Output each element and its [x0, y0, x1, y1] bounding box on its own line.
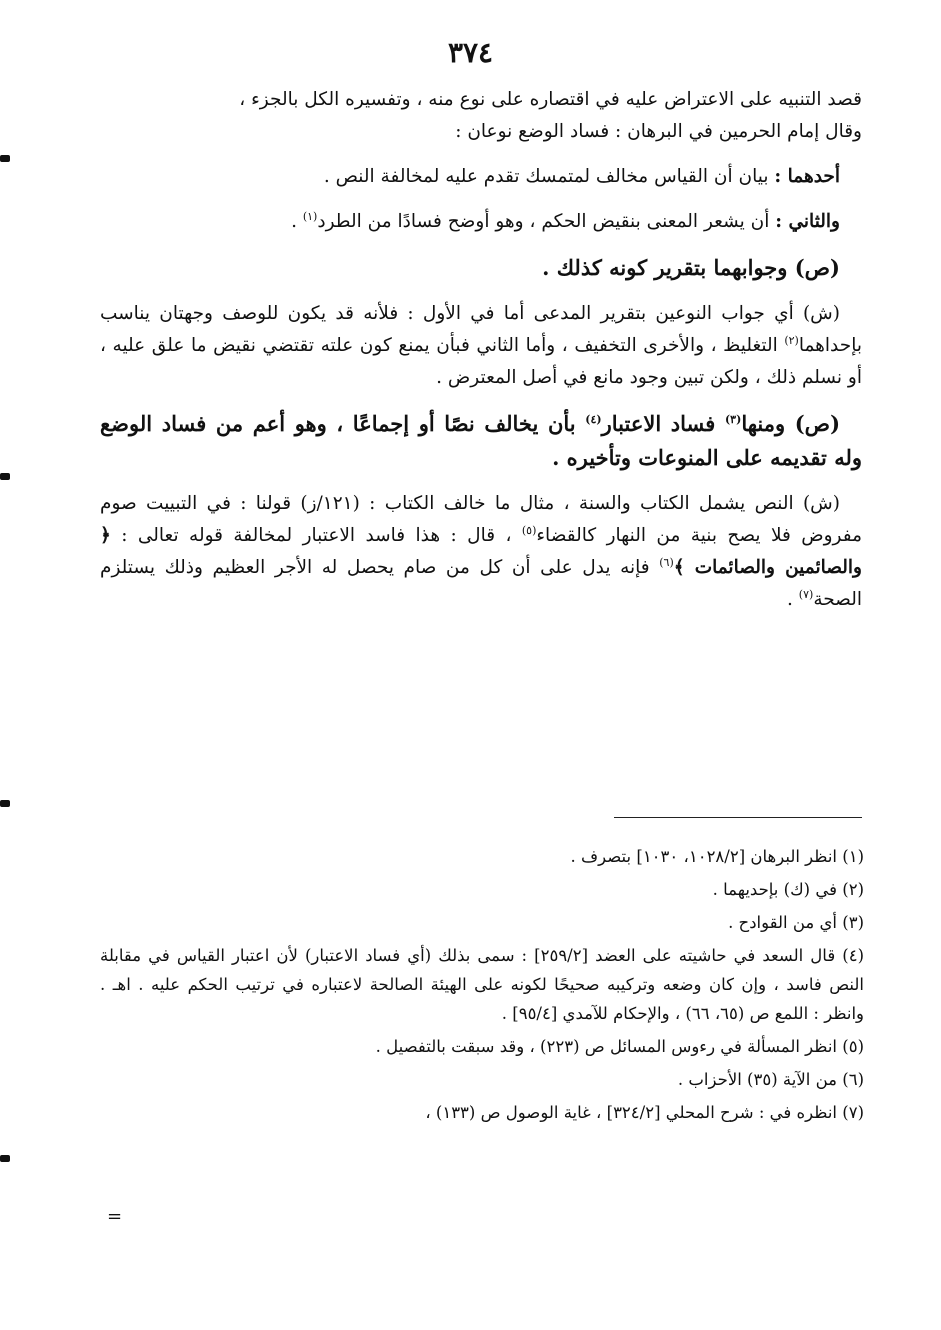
binding-mark: [0, 473, 10, 480]
sharh-paragraph: (ش) أي جواب النوعين بتقرير المدعى أما في الأول : فلأنه قد يكون للوصف وجهتان يناسب بإحداهما$^{(٢)}$ التغليظ ، والأخرى التخفيف ، وأما الثاني فبأن يمنع كون علته تقتضي نقيض ما علق عليه ، أو نسلم ذلك ، ولكن تبين وجود مانع في أصل المعترض .: [100, 303, 862, 388]
footnote: (٤) قال السعد في حاشيته على العضد [٢٥٩/٢] : سمى بذلك (أي فساد الاعتبار) لأن اعتبار القياس في مقابلة النص فاسد ، وإن كان وضعه وتركيبه صحيحًا لكونه على الهيئة الصالحة لاعتباره في ترتيب الحكم عليه . اهـ . وانظر : اللمع ص (٦٥، ٦٦) ، والإحكام للآمدي [٩٥/٤] .: [100, 946, 864, 1023]
binding-mark: [0, 155, 10, 162]
first-type: [100, 161, 862, 193]
footnote-ref: (٢): [784, 333, 799, 347]
footnote-ref: (٣): [724, 413, 742, 426]
first-type-text: بيان أن القياس مخالف لمتمسك تقدم عليه لمخالفة النص .: [323, 166, 775, 187]
footnotes: [100, 842, 864, 1131]
footnote: (٣) أي من القوادح .: [728, 913, 864, 932]
footnote: (٢) في (ك) بإحديهما .: [712, 880, 864, 899]
footnote-ref: (٤): [585, 413, 602, 426]
second-type: والثاني : أن يشعر المعنى بنقيض الحكم ، وهو أوضح فسادًا من الطرد$^{(١)}$ .: [291, 209, 840, 232]
main-text: [100, 84, 862, 616]
text-line: وقال إمام الحرمين في البرهان : فساد الوضع نوعان :: [455, 121, 862, 142]
footnote-ref: (٥): [521, 523, 537, 537]
continuation-mark: =: [107, 1206, 123, 1227]
footnote-ref: (١): [302, 209, 318, 223]
matn-paragraph: (ص) وجوابهما بتقرير كونه كذلك .: [542, 255, 840, 280]
footnote: (٥) انظر المسألة في رءوس المسائل ص (٢٢٣) ، وقد سبقت بالتفصيل .: [375, 1037, 864, 1056]
second-type-label: والثاني :: [775, 211, 840, 232]
matn-paragraph: (ص) ومنها$^{(٣)}$ فساد الاعتبار$^{(٤)}$ بأن يخالف نصًا أو إجماعًا ، وهو أعم من فساد الوضع وله تقديمه على المنوعات وتأخيره .: [100, 411, 862, 470]
footnote: (١) انظر البرهان [١٠٢٨/٢، ١٠٣٠] بتصرف .: [570, 847, 864, 866]
binding-mark: [0, 1155, 10, 1162]
text-line: قصد التنبيه على الاعتراض عليه في اقتصاره على نوع منه ، وتفسيره الكل بالجزء ،: [239, 89, 862, 110]
footnote: (٦) من الآية (٣٥) الأحزاب .: [677, 1070, 864, 1089]
second-type-text: أن يشعر المعنى بنقيض الحكم ، وهو أوضح فسادًا من الطرد: [317, 211, 776, 232]
footnote-divider: [614, 817, 862, 818]
footnote-ref: (٦): [659, 555, 674, 569]
footnote: (٧) انظره في : شرح المحلي [٣٢٤/٢] ، غاية الوصول ص (١٣٣) ،: [425, 1103, 864, 1122]
footnote-ref: (٧): [798, 587, 814, 601]
sharh-paragraph: (ش) النص يشمل الكتاب والسنة ، مثال ما خالف الكتاب : (١٢١/ز) قولنا : في التبييت صوم مفروض فلا يصح بنية من النهار كالقضاء$^{(٥)}$ ، قال : هذا فاسد الاعتبار لمخالفة قوله تعالى : ﴿ والصائمين والصائمات ﴾$^{(٦)}$ فإنه يدل على أن كل من صام يحصل له الأجر العظيم وذلك يستلزم الصحة$^{(٧)}$ .: [100, 493, 863, 610]
quran-verse: ﴿ والصائمين والصائمات ﴾: [100, 525, 862, 578]
page-number: ٣٧٤: [447, 36, 494, 69]
binding-mark: [0, 800, 10, 807]
first-type-label: أحدهما :: [774, 166, 840, 187]
